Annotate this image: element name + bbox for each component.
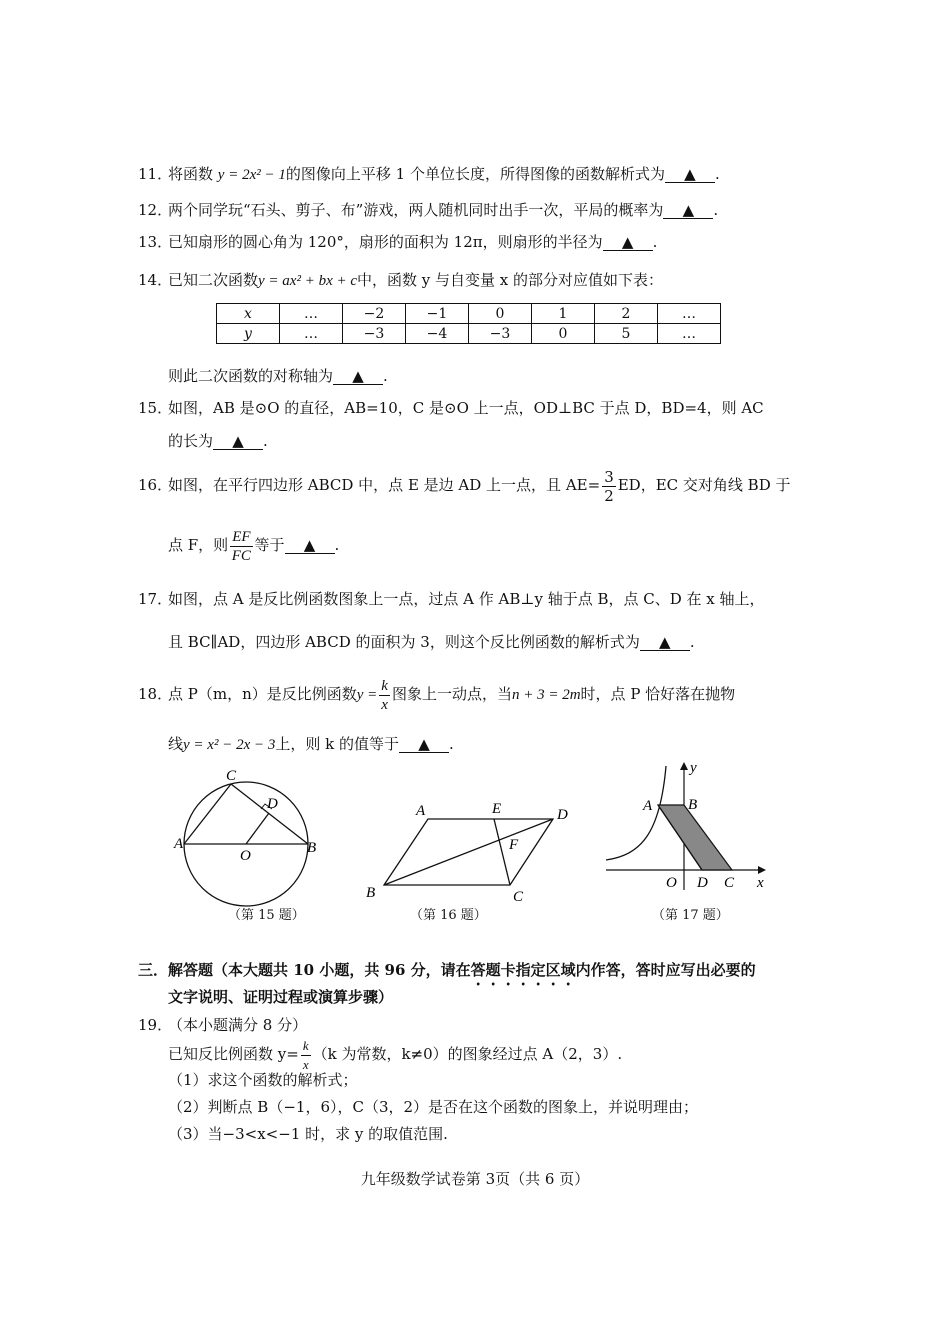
label-D: D [697, 875, 708, 891]
question-number: 12． [138, 201, 173, 219]
question-text: 如图，AB 是⊙O 的直径，AB=10，C 是⊙O 上一点，OD⊥BC 于点 D，BD=4，则 AC [168, 399, 764, 417]
label-A: A [643, 798, 653, 814]
label-O: O [666, 875, 677, 891]
question-text: 将函数 [168, 165, 214, 183]
question-text: 如图，点 A 是反比例函数图象上一点，过点 A 作 AB⊥y 轴于点 B，点 C、D 在 x 轴上， [168, 590, 765, 608]
label-C: C [226, 768, 237, 784]
question-number: 11． [138, 165, 173, 183]
label-B: B [307, 840, 317, 856]
question-number: 17． [138, 590, 173, 608]
question-text: 两个同学玩“石头、剪子、布”游戏，两人随机同时出手一次，平局的概率为 [168, 201, 664, 219]
label-B: B [366, 885, 376, 901]
answer-blank: ▲ [333, 368, 383, 385]
label-A: A [174, 836, 184, 852]
question-number: 14． [138, 271, 173, 289]
answer-blank: ▲ [665, 166, 715, 183]
section-number: 三． [138, 961, 169, 979]
question-number: 19． [138, 1016, 173, 1034]
answer-blank: ▲ [603, 234, 653, 251]
label-A: A [416, 803, 426, 819]
answer-blank: ▲ [285, 537, 335, 554]
label-D: D [557, 807, 568, 823]
fraction: $\frac{k}{x}$ [381, 677, 388, 713]
figure-16 [360, 795, 580, 910]
label-F: F [509, 837, 519, 853]
question-text: 已知扇形的圆心角为 120°，扇形的面积为 12π，则扇形的半径为 [168, 233, 603, 251]
figure-17-caption: （第 17 题） [652, 908, 729, 923]
answer-blank: ▲ [640, 634, 690, 651]
formula: y = 2x² − 1 [217, 167, 286, 183]
question-text: 的图像向上平移 1 个单位长度，所得图像的函数解析式为 [285, 165, 665, 183]
label-C: C [724, 875, 735, 891]
question-text: 已知二次函数 [168, 271, 259, 289]
question-text: 中，函数 y 与自变量 x 的部分对应值如下表： [357, 271, 664, 289]
score-note: （本小题满分 8 分） [168, 1016, 308, 1034]
table-row: x … −2 −1 0 1 2 … [217, 304, 721, 324]
value-table [216, 303, 721, 344]
question-number: 15． [138, 399, 173, 417]
answer-blank: ▲ [399, 736, 449, 753]
question-number: 16． [138, 476, 173, 494]
figure-16-caption: （第 16 题） [410, 908, 487, 923]
label-x: x [757, 875, 764, 891]
label-D: D [267, 796, 278, 812]
fraction: $\frac{3}{2}$ [604, 467, 614, 505]
question-number: 18． [138, 685, 173, 703]
page-footer: 九年级数学试卷第 3页（共 6 页） [360, 1170, 590, 1188]
label-C: C [513, 889, 524, 905]
figure-17 [600, 760, 780, 905]
label-B: B [688, 797, 698, 813]
table-row: y … −3 −4 −3 0 5 … [217, 324, 721, 344]
label-y: y [690, 760, 697, 776]
figure-15-caption: （第 15 题） [228, 908, 305, 923]
answer-blank: ▲ [663, 202, 713, 219]
fraction: $\frac{EF}{FC}$ [231, 528, 251, 564]
label-O: O [240, 848, 251, 864]
question-number: 13． [138, 233, 173, 251]
fraction: $\frac{k}{x}$ [302, 1037, 309, 1072]
emphasized-text: 答题卡指定区域 [470, 961, 576, 979]
answer-blank: ▲ [213, 433, 263, 450]
label-E: E [492, 801, 502, 817]
formula: y = ax² + bx + c [258, 273, 358, 289]
figure-15 [170, 762, 330, 907]
